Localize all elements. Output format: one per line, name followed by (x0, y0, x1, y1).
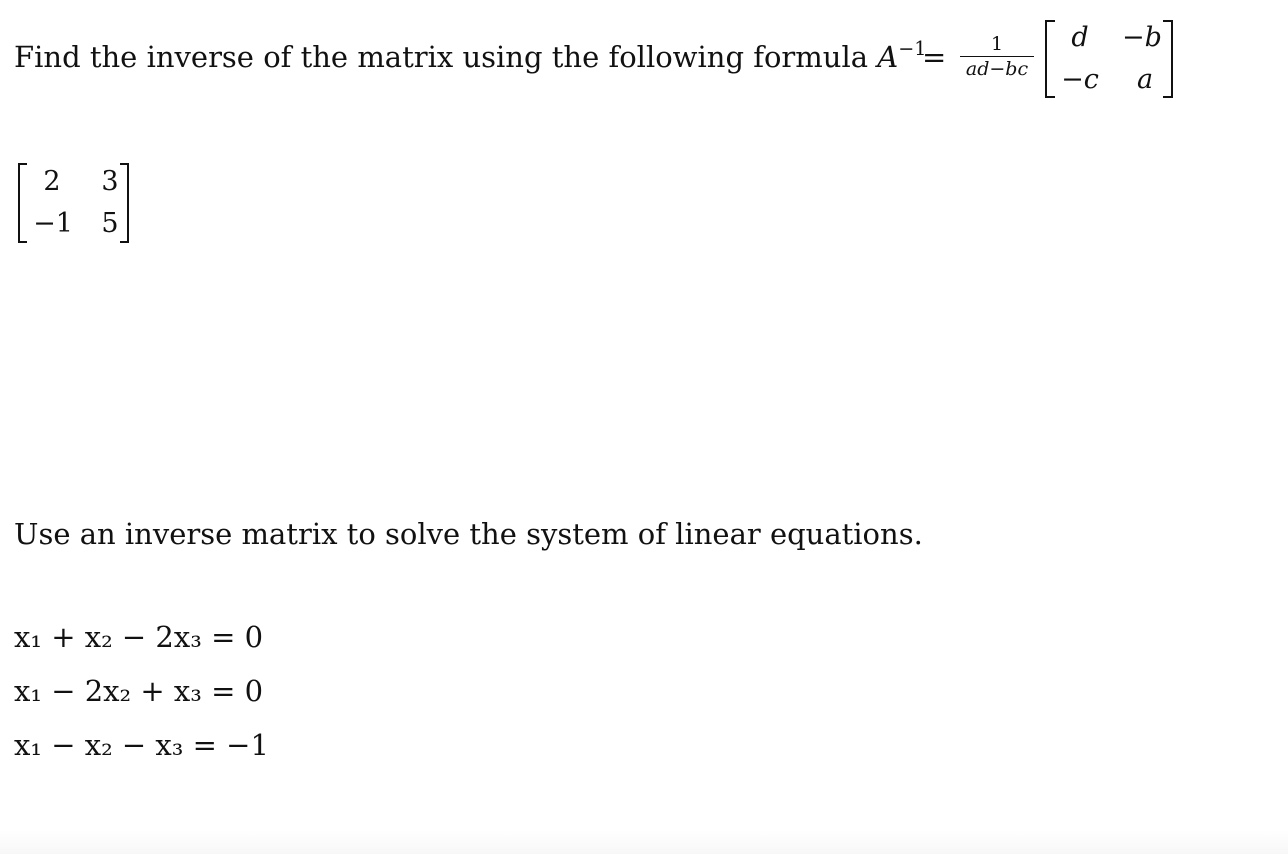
equation-2: x₁ − 2x₂ + x₃ = 0 (14, 674, 264, 708)
formula-fraction-bar (960, 56, 1034, 57)
given-matrix-cell: 2 (43, 166, 61, 197)
formula-lhs-symbol: A (877, 40, 899, 74)
formula-matrix-cell: −c (1061, 64, 1099, 95)
formula-matrix-cell: a (1136, 64, 1154, 95)
formula-equals-sign: = (922, 40, 947, 74)
given-matrix-cell: −1 (33, 208, 73, 239)
formula-matrix-left-bracket (1045, 20, 1055, 98)
formula-fraction-numerator: 1 (990, 33, 1004, 55)
question1-prompt-text: Find the inverse of the matrix using the following formula (14, 40, 869, 74)
formula-matrix-right-bracket (1163, 20, 1173, 98)
formula-lhs-exponent: −1 (898, 37, 927, 61)
formula-fraction-denominator: ad−bc (965, 58, 1029, 80)
given-matrix-left-bracket (18, 163, 27, 243)
formula-matrix-cell: −b (1122, 22, 1162, 53)
given-matrix-right-bracket (120, 163, 129, 243)
given-matrix-cell: 3 (101, 166, 119, 197)
formula-fraction (960, 34, 1034, 79)
equation-1: x₁ + x₂ − 2x₃ = 0 (14, 620, 264, 654)
equation-3: x₁ − x₂ − x₃ = −1 (14, 728, 269, 762)
question2-prompt: Use an inverse matrix to solve the system of linear equations. (14, 517, 923, 551)
footer-shade (0, 830, 1288, 854)
question1-prompt (14, 37, 927, 74)
given-matrix-cell: 5 (101, 208, 119, 239)
formula-matrix-cell: d (1071, 22, 1089, 53)
